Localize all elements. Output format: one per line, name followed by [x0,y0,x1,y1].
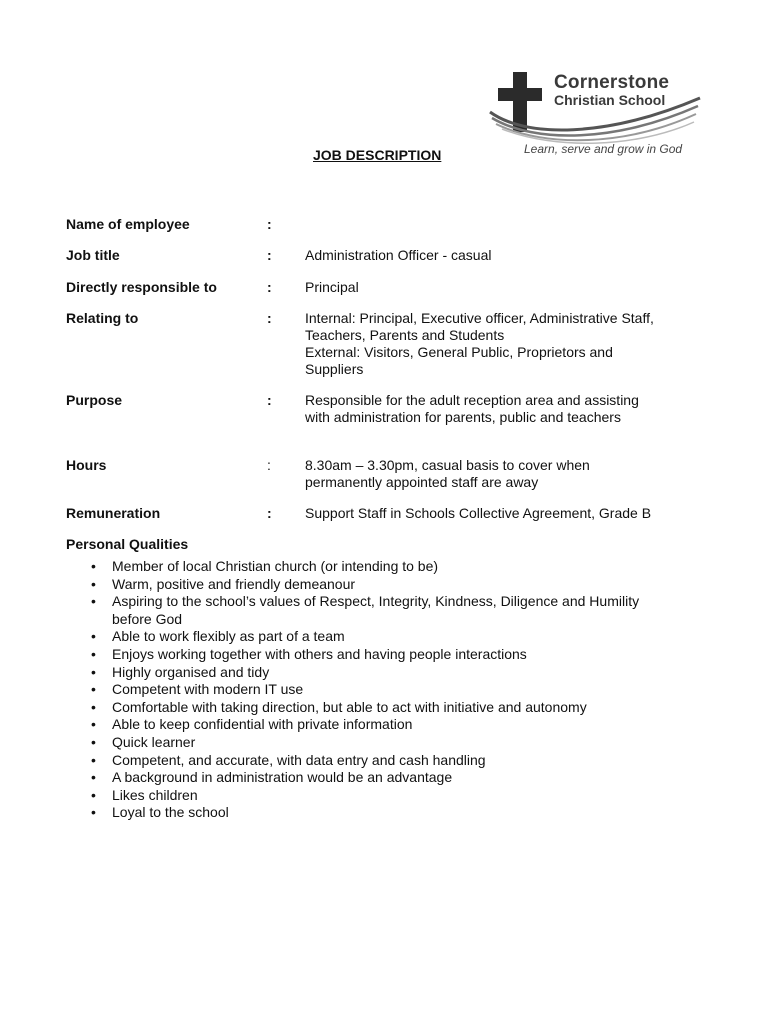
list-item-continuation: before God [112,610,183,627]
field-value [305,392,715,426]
list-item: • A background in administration would be an advantage [88,769,639,787]
field-value-line: Support Staff in Schools Collective Agreement, Grade B [305,505,652,521]
list-item: • Loyal to the school [88,804,639,822]
field-value-line: Suppliers [305,361,364,377]
logo-tagline: Learn, serve and grow in God [524,142,683,156]
field-colon: : [267,457,271,473]
list-item: • Able to keep confidential with private information [88,716,639,734]
field-colon: : [267,392,272,408]
list-item: • Likes children [88,787,639,805]
list-item: • Highly organised and tidy [88,664,639,682]
field-value-line: Responsible for the adult reception area and assisting [305,392,639,408]
field-value [305,505,715,522]
list-item: • Able to work flexibly as part of a team [88,628,639,646]
field-value-line: Teachers, Parents and Students [305,327,505,343]
list-item: • Competent with modern IT use [88,681,639,699]
field-label: Job title [66,247,120,263]
list-item: • Enjoys working together with others and having people interactions [88,646,639,664]
list-item: • Comfortable with taking direction, but able to act with initiative and autonomy [88,699,639,717]
field-value [305,310,715,378]
field-label: Purpose [66,392,123,408]
document-title: JOB DESCRIPTION [313,147,442,163]
list-item: • Competent, and accurate, with data entry and cash handling [88,752,639,770]
list-item: • Warm, positive and friendly demeanour [88,576,639,594]
field-value-line: External: Visitors, General Public, Proprietors and [305,344,613,360]
field-value [305,457,715,491]
field-value-line: with administration for parents, public and teachers [305,409,621,425]
personal-qualities-list [88,558,639,822]
field-value-line: permanently appointed staff are away [305,474,539,490]
field-value-line: Administration Officer - casual [305,247,492,263]
field-colon: : [267,310,272,326]
logo-name: Cornerstone [554,72,670,93]
list-item: • Aspiring to the school’s values of Respect, Integrity, Kindness, Diligence and Humility [88,593,639,611]
field-value [305,247,715,264]
personal-qualities-heading: Personal Qualities [66,536,189,552]
logo-subtitle: Christian School [554,92,666,108]
field-value-line: Internal: Principal, Executive officer, Administrative Staff, [305,310,654,326]
field-label: Relating to [66,310,139,326]
field-value-line: Principal [305,279,359,295]
field-label: Name of employee [66,216,190,232]
field-colon: : [267,505,272,521]
field-colon: : [267,216,272,232]
list-item: • Quick learner [88,734,639,752]
field-value [305,279,715,296]
field-label: Hours [66,457,107,473]
field-label: Remuneration [66,505,161,521]
field-colon: : [267,279,272,295]
field-label: Directly responsible to [66,279,217,295]
field-value-line: 8.30am – 3.30pm, casual basis to cover when [305,457,590,473]
school-logo [486,68,706,160]
field-colon: : [267,247,272,263]
list-item: • Member of local Christian church (or intending to be) [88,558,639,576]
